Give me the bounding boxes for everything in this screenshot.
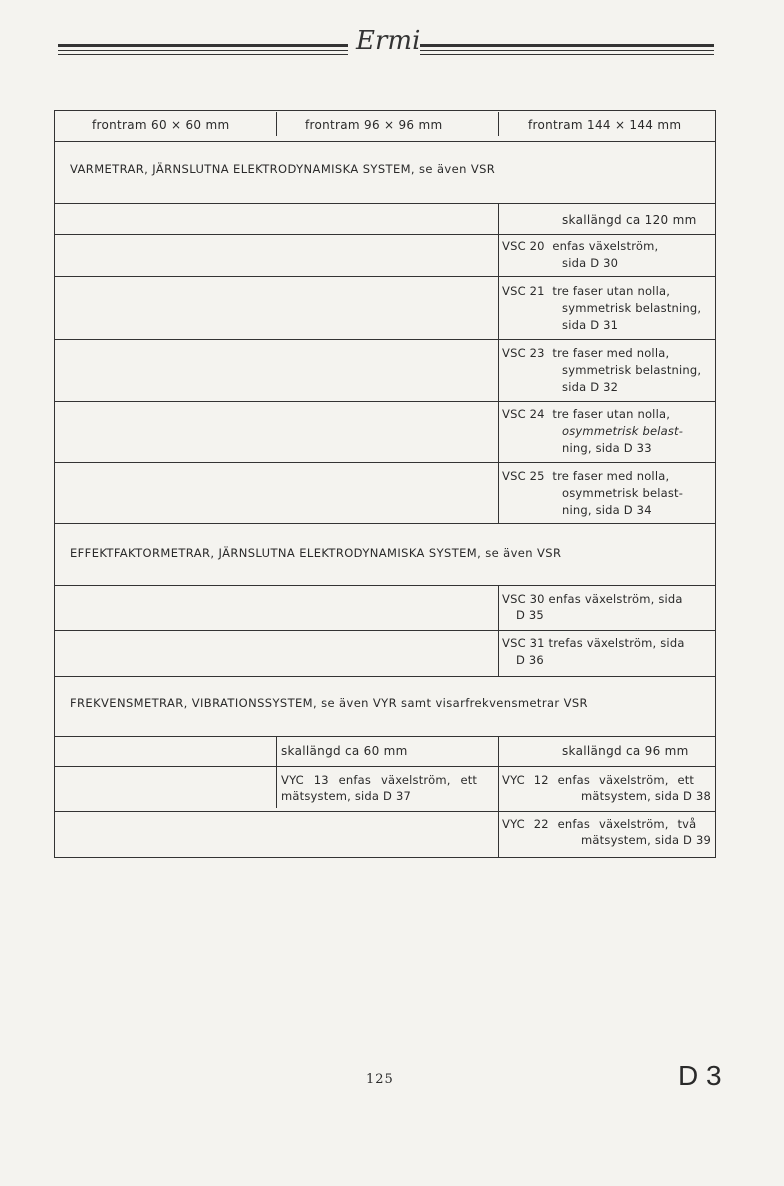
- column-header-96: frontram 96 × 96 mm: [305, 118, 443, 132]
- scale-length-96: skallängd ca 96 mm: [562, 744, 689, 758]
- column-header-144: frontram 144 × 144 mm: [528, 118, 682, 132]
- scale-length-60: skallängd ca 60 mm: [281, 744, 408, 758]
- frame-right: [715, 110, 716, 858]
- section-title-varmetrar: VARMETRAR, JÄRNSLUTNA ELEKTRODYNAMISKA SYSTEM, se även VSR: [70, 162, 496, 176]
- section-code: D 3: [678, 1060, 722, 1091]
- scale-length-120: skallängd ca 120 mm: [562, 213, 697, 227]
- frame-top: [54, 110, 716, 111]
- section-title-effektfaktormetrar: EFFEKTFAKTORMETRAR, JÄRNSLUTNA ELEKTRODYNAMISKA SYSTEM, se även VSR: [70, 546, 562, 560]
- column-header-60: frontram 60 × 60 mm: [92, 118, 230, 132]
- ermi-logo: Ermi: [356, 26, 421, 56]
- section-title-frekvensmetrar: FREKVENSMETRAR, VIBRATIONSSYSTEM, se även VYR samt visarfrekvensmetrar VSR: [70, 696, 588, 710]
- page-number: 125: [366, 1072, 394, 1087]
- frame-bottom: [54, 857, 716, 858]
- frame-left: [54, 110, 55, 858]
